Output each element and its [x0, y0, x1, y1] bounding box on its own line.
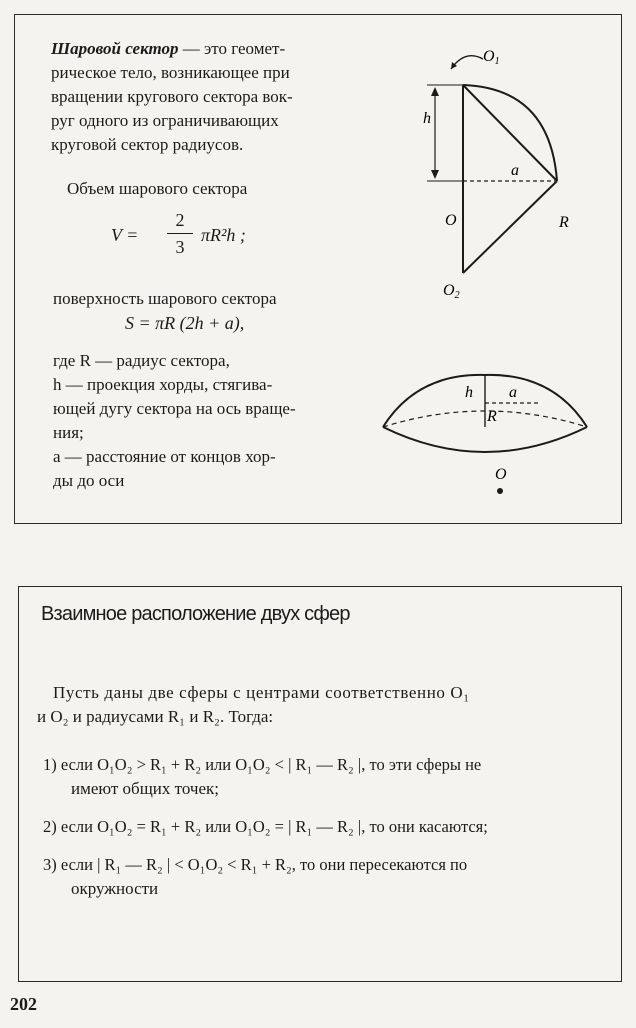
definition-line: — это геомет- — [182, 39, 286, 58]
cap-label-r: R — [487, 408, 497, 425]
label-o: O — [445, 212, 457, 229]
sector-diagram — [405, 33, 595, 313]
page-number: 202 — [10, 994, 37, 1014]
label-r: R — [559, 214, 569, 231]
definition-line: круговой сектор радиусов. — [51, 135, 244, 154]
intro-line: и O₂ и радиусами R₁ и R₂. Тогда: — [37, 707, 274, 726]
definition-line: вращении кругового сектора вок- — [51, 87, 293, 106]
definition-term: Шаровой сектор — [51, 39, 179, 58]
center-point — [497, 488, 503, 494]
cap-label-a: a — [509, 384, 517, 401]
spherical-sector-box — [14, 14, 622, 524]
base-ellipse-front — [383, 427, 587, 452]
where-line: ющей дугу сектора на ось враще- — [53, 399, 296, 418]
radius-line — [463, 181, 557, 273]
where-line: ды до оси — [53, 471, 125, 490]
cap-diagram — [377, 367, 597, 507]
where-line: где R — радиус сектора, — [53, 351, 230, 370]
where-line: h — проекция хорды, стягива- — [53, 375, 273, 394]
volume-formula-rhs: πR²h ; — [201, 225, 246, 245]
volume-intro: Объем шарового сектора — [67, 179, 248, 198]
cap-label-h: h — [465, 384, 473, 401]
volume-formula-lhs: V = — [111, 225, 139, 245]
fraction-denominator: 3 — [175, 237, 185, 257]
surface-intro: поверхность шарового сектора — [53, 289, 277, 308]
label-h: h — [423, 110, 431, 127]
chord — [463, 85, 557, 181]
intro-line: Пусть даны две сферы с центрами соответственно O₁ — [53, 683, 470, 702]
cap-label-o: O — [495, 466, 507, 483]
condition-1: 1) если O₁O₂ > R₁ + R₂ или O₁O₂ < | R₁ — R₂ |, то эти сферы не — [43, 755, 482, 774]
fraction-bar — [167, 233, 193, 234]
condition-1-cont: имеют общих точек; — [71, 779, 219, 798]
definition-line: рическое тело, возникающее при — [51, 63, 290, 82]
condition-3-cont: окружности — [71, 879, 159, 898]
definition-line: руг одного из ограничивающих — [51, 111, 279, 130]
fraction-numerator: 2 — [175, 210, 185, 230]
definition-paragraph — [51, 37, 293, 157]
condition-2: 2) если O₁O₂ = R₁ + R₂ или O₁O₂ = | R₁ — R₂ |, то они касаются; — [43, 817, 488, 836]
where-line: a — расстояние от концов хор- — [53, 447, 276, 466]
two-spheres-box — [18, 586, 622, 982]
rotation-arrow-icon — [451, 56, 483, 69]
where-line: ния; — [53, 423, 84, 442]
where-paragraph — [53, 349, 296, 493]
label-a: a — [511, 162, 519, 179]
volume-fraction — [165, 209, 195, 258]
surface-formula: S = πR (2h + a), — [125, 313, 245, 333]
condition-3: 3) если | R₁ — R₂ | < O₁O₂ < R₁ + R₂, то они пересекаются по — [43, 855, 468, 874]
section-title: Взаимное расположение двух сфер — [41, 603, 350, 625]
label-o2: O2 — [443, 282, 460, 301]
label-o1: O1 — [483, 48, 500, 67]
